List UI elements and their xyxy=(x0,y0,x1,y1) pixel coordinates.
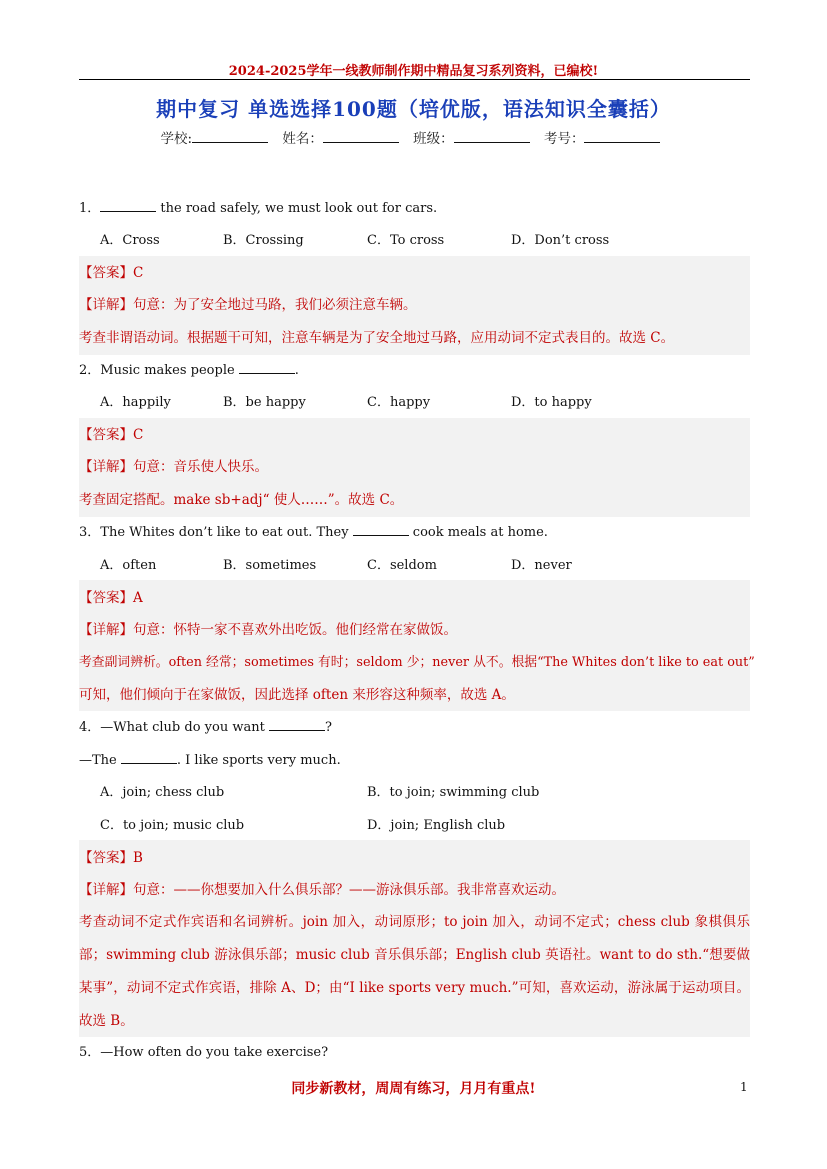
header-divider xyxy=(79,79,750,80)
question-2-option-b: B．be happy xyxy=(223,395,306,410)
question-5-stem: 5．—How often do you take exercise? xyxy=(79,1045,329,1060)
name-blank xyxy=(323,130,399,143)
question-3-analysis-line1: 考查副词辨析。often 经常；sometimes 有时；seldom 少；never 从不。根据“The Whites don’t like to eat out” xyxy=(79,655,755,670)
question-4-analysis: 考查动词不定式作宾语和名词辨析。join 加入，动词原形；to join 加入，动词不定式；chess club 象棋俱乐部；swimming club 游泳俱乐部；music club 音乐俱乐部；English club 英语社。want to do sth.“想要做某事”，动词不定式作宾语，排除 A、D；由“I like sports very much.”可知，喜欢运动，游泳属于运动项目。故选 B。 xyxy=(79,914,750,1029)
question-3-option-d: D．never xyxy=(511,558,572,573)
question-2-option-c: C．happy xyxy=(367,395,431,410)
answer-blank xyxy=(239,361,295,374)
question-3-option-b: B．sometimes xyxy=(223,558,317,573)
name-label: 姓名： xyxy=(282,131,323,147)
answer-blank xyxy=(353,523,409,536)
question-3-option-a: A．often xyxy=(100,558,157,573)
number-label: 考号： xyxy=(543,131,585,147)
question-4-option-b: B．to join; swimming club xyxy=(367,785,540,800)
question-3-detail: 【详解】句意：怀特一家不喜欢外出吃饭。他们经常在家做饭。 xyxy=(79,622,457,638)
student-info-row xyxy=(0,127,827,147)
answer-blank xyxy=(269,718,325,731)
question-2-analysis: 考查固定搭配。make sb+adj“ 使人……”。故选 C。 xyxy=(79,492,404,508)
question-3-stem: 3．The Whites don’t like to eat out. They cook meals at home. xyxy=(79,525,548,540)
class-label: 班级： xyxy=(413,131,454,147)
school-blank xyxy=(192,130,268,143)
class-blank xyxy=(454,130,530,143)
question-2-option-d: D．to happy xyxy=(511,395,592,410)
question-4-stem-reply: —The . I like sports very much. xyxy=(79,753,341,768)
question-2-option-a: A．happily xyxy=(100,395,171,410)
question-1-option-c: C．To cross xyxy=(367,233,445,248)
question-2-detail: 【详解】句意：音乐使人快乐。 xyxy=(79,459,268,475)
question-4-stem: 4．—What club do you want ? xyxy=(79,720,332,735)
question-4-option-c: C．to join; music club xyxy=(100,818,245,833)
page-title: 期中复习 单选选择100题（培优版，语法知识全囊括） xyxy=(156,97,671,121)
question-1-option-d: D．Don’t cross xyxy=(511,233,610,248)
answer-blank xyxy=(100,199,156,212)
question-1-option-a: A．Cross xyxy=(100,233,160,248)
question-1-answer: 【答案】C xyxy=(79,265,144,281)
question-1-analysis: 考查非谓语动词。根据题干可知，注意车辆是为了安全地过马路，应用动词不定式表目的。故选 C。 xyxy=(79,330,675,346)
question-2-answer: 【答案】C xyxy=(79,427,144,443)
question-1-detail: 【详解】句意：为了安全地过马路，我们必须注意车辆。 xyxy=(79,297,417,313)
question-4-option-a: A．join; chess club xyxy=(100,785,225,800)
school-label: 学校: xyxy=(160,131,193,147)
answer-blank xyxy=(121,751,177,764)
question-2-stem: 2．Music makes people . xyxy=(79,363,299,378)
question-1-stem: 1． the road safely, we must look out for cars. xyxy=(79,201,438,216)
question-3-analysis-line2: 可知，他们倾向于在家做饭，因此选择 often 来形容这种频率，故选 A。 xyxy=(79,687,515,703)
footer-slogan: 同步新教材，周周有练习，月月有重点! xyxy=(291,1081,536,1097)
question-4-detail: 【详解】句意：——你想要加入什么俱乐部？——游泳俱乐部。我非常喜欢运动。 xyxy=(79,882,565,898)
question-4-option-d: D．join; English club xyxy=(367,818,506,833)
header-top-text: 2024-2025学年一线教师制作期中精品复习系列资料，已编校! xyxy=(228,64,599,79)
number-blank xyxy=(584,130,660,143)
page-number: 1 xyxy=(740,1080,748,1094)
question-3-answer: 【答案】A xyxy=(79,590,143,606)
question-3-option-c: C．seldom xyxy=(367,558,437,573)
question-4-answer: 【答案】B xyxy=(79,850,143,866)
question-1-option-b: B．Crossing xyxy=(223,233,304,248)
